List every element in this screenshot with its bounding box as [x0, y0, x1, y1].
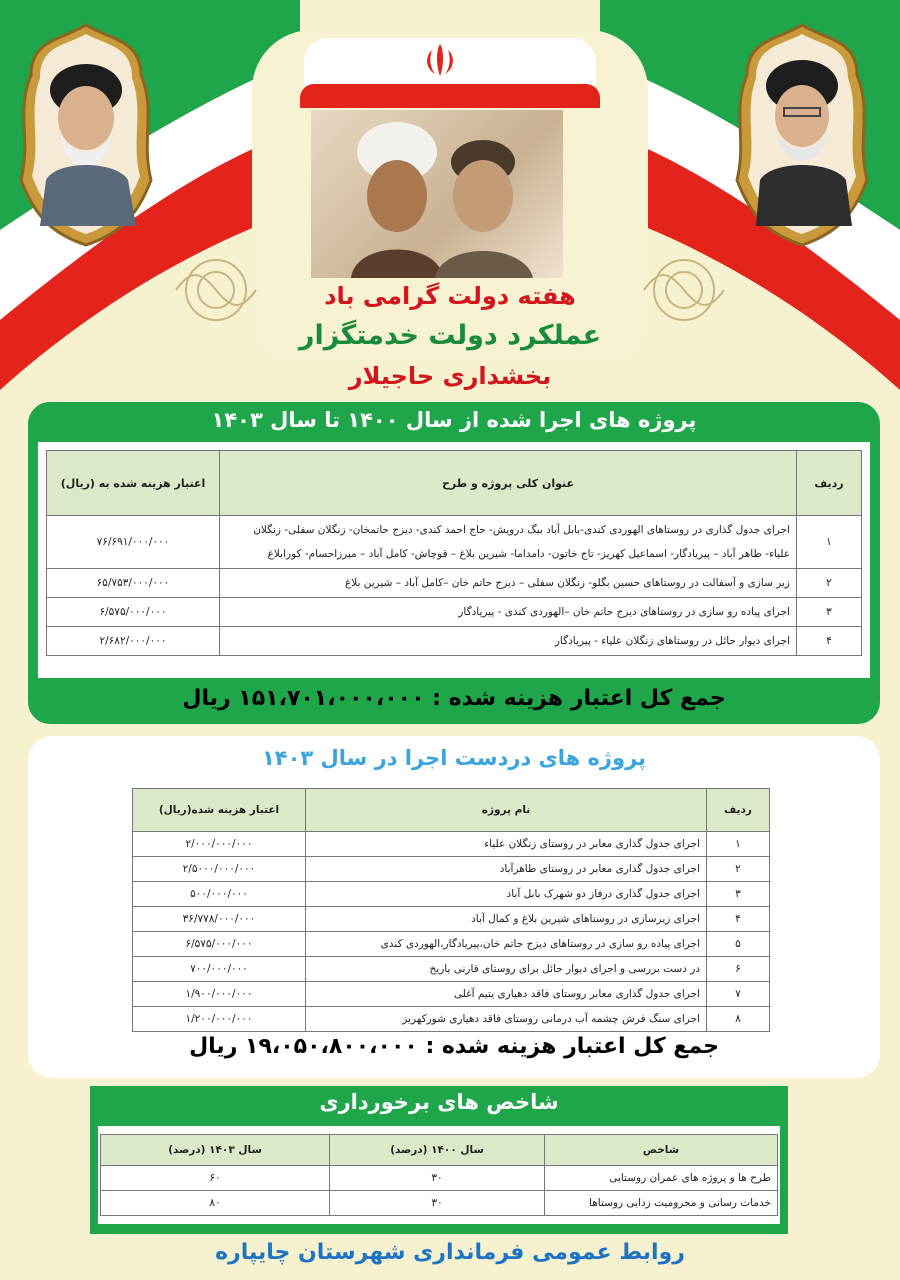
row-number: ۸	[707, 1007, 770, 1032]
row-number: ۶	[707, 957, 770, 982]
row-number: ۵	[707, 932, 770, 957]
row-title: اجرای جدول گذاری در روستاهای الهوردی کندی-بابل آباد بیگ درویش- حاج احمد کندی- دیزج حاتمخان- زنگلان سفلی- زنگلان علیاء- طاهر آباد – پیریادگار- اسماعیل کهریز- تاج خاتون- دامداما- شیرین بلاغ – قوچاش- کامل آباد – میرزاحسام- کورابلاغ	[220, 516, 797, 569]
row-number: ۴	[707, 907, 770, 932]
iran-emblem-icon	[415, 40, 465, 80]
table-row	[133, 957, 770, 982]
table-row	[133, 932, 770, 957]
row-number: ۴	[797, 627, 862, 656]
indicators-panel	[98, 1126, 780, 1224]
table-header-row	[133, 789, 770, 832]
row-amount: ۶/۵۷۵/۰۰۰/۰۰۰	[47, 598, 220, 627]
row-number: ۱	[797, 516, 862, 569]
row-title: اجرای دیوار حائل در روستاهای زنگلان علیاء - پیریادگار	[220, 627, 797, 656]
header-subtitle: بخشداری حاجیلار	[348, 362, 552, 390]
ongoing-projects-table	[132, 788, 770, 1032]
row-title: اجرای جدول گذاری معابر در روستای زنگلان علیاء	[306, 832, 707, 857]
martyrs-photo-image	[311, 110, 563, 278]
row-amount: ۷۶/۶۹۱/۰۰۰/۰۰۰	[47, 516, 220, 569]
header-greeting: هفته دولت گرامی باد	[324, 282, 576, 310]
table-row	[47, 598, 862, 627]
row-amount: ۶/۵۷۵/۰۰۰/۰۰۰	[133, 932, 306, 957]
indicators-table	[100, 1134, 778, 1216]
flag-red-stripe	[300, 84, 600, 108]
row-year-1400: ۳۰	[330, 1191, 545, 1216]
row-title: اجرای سنگ فرش چشمه آب درمانی روستای فاقد دهیاری شورکهریز	[306, 1007, 707, 1032]
row-title: اجرای جدول گذاری درفاز دو شهرک بابل آباد	[306, 882, 707, 907]
column-header-title: عنوان کلی پروژه و طرح	[220, 451, 797, 516]
table-row	[47, 569, 862, 598]
row-title: اجرای زیرسازی در روستاهای شیرین بلاغ و کمال آباد	[306, 907, 707, 932]
row-amount: ۱/۹۰۰/۰۰۰/۰۰۰	[133, 982, 306, 1007]
table-row	[133, 907, 770, 932]
table-row	[133, 982, 770, 1007]
row-amount: ۲/۵۰۰۰/۰۰۰/۰۰۰	[133, 857, 306, 882]
column-header-year-1403: سال ۱۴۰۳ (درصد)	[101, 1135, 330, 1166]
column-header-year-1400: سال ۱۴۰۰ (درصد)	[330, 1135, 545, 1166]
ongoing-projects-section	[28, 736, 880, 1078]
row-year-1403: ۸۰	[101, 1191, 330, 1216]
ongoing-projects-total: جمع کل اعتبار هزینه شده : ۱۹،۰۵۰،۸۰۰،۰۰۰ ریال	[189, 1034, 719, 1059]
row-title: اجرای پیاده رو سازی در روستاهای دیزج حاتم خان –الهوردی کندی - پیریادگار	[220, 598, 797, 627]
row-amount: ۱/۲۰۰/۰۰۰/۰۰۰	[133, 1007, 306, 1032]
row-title: در دست بررسی و اجرای دیوار حائل برای روستای قارنی یاریخ	[306, 957, 707, 982]
table-header-row	[47, 451, 862, 516]
table-row	[133, 882, 770, 907]
row-title: اجرای پیاده رو سازی در روستاهای دیزج حاتم خان،پیریادگار،الهوردی کندی	[306, 932, 707, 957]
table-row	[47, 627, 862, 656]
indicators-title: شاخص های برخورداری	[319, 1090, 559, 1114]
column-header-amount: اعتبار هزینه شده(ریال)	[133, 789, 306, 832]
row-number: ۲	[707, 857, 770, 882]
portrait-right-image	[732, 20, 872, 250]
row-amount: ۶۵/۷۵۳/۰۰۰/۰۰۰	[47, 569, 220, 598]
table-row	[133, 857, 770, 882]
ongoing-projects-title: پروژه های دردست اجرا در سال ۱۴۰۳	[261, 746, 647, 770]
table-row	[133, 832, 770, 857]
completed-projects-total: جمع کل اعتبار هزینه شده : ۱۵۱،۷۰۱،۰۰۰،۰۰۰ ریال	[182, 686, 726, 711]
row-number: ۳	[707, 882, 770, 907]
row-title: اجرای جدول گذاری معابر روستای فاقد دهیاری یتیم آغلی	[306, 982, 707, 1007]
row-number: ۲	[797, 569, 862, 598]
indicators-section	[90, 1086, 788, 1234]
arabesque-left-icon	[170, 250, 262, 330]
row-amount: ۷۰۰/۰۰۰/۰۰۰	[133, 957, 306, 982]
completed-projects-section	[28, 402, 880, 724]
completed-projects-table	[46, 450, 862, 656]
column-header-index: شاخص	[545, 1135, 778, 1166]
column-header-title: نام پروژه	[306, 789, 707, 832]
row-number: ۳	[797, 598, 862, 627]
table-row	[133, 1007, 770, 1032]
column-header-row-number: ردیف	[707, 789, 770, 832]
column-header-amount: اعتبار هزینه شده به (ریال)	[47, 451, 220, 516]
row-amount: ۲/۶۸۲/۰۰۰/۰۰۰	[47, 627, 220, 656]
row-index: خدمات رسانی و محرومیت زدایی روستاها	[545, 1191, 778, 1216]
table-row	[101, 1191, 778, 1216]
column-header-row-number: ردیف	[797, 451, 862, 516]
completed-projects-panel	[38, 442, 870, 678]
row-title: اجرای جدول گذاری معابر در روستای طاهرآباد	[306, 857, 707, 882]
completed-projects-title: پروژه های اجرا شده از سال ۱۴۰۰ تا سال ۱۴۰۳	[211, 408, 697, 432]
row-number: ۷	[707, 982, 770, 1007]
row-year-1400: ۳۰	[330, 1166, 545, 1191]
row-year-1403: ۶۰	[101, 1166, 330, 1191]
row-amount: ۳۶/۷۷۸/۰۰۰/۰۰۰	[133, 907, 306, 932]
row-index: طرح ها و پروژه های عمران روستایی	[545, 1166, 778, 1191]
footer-credit: روابط عمومی فرمانداری شهرستان چایپاره	[215, 1240, 685, 1265]
table-row	[101, 1166, 778, 1191]
row-amount: ۲/۰۰۰/۰۰۰/۰۰۰	[133, 832, 306, 857]
table-header-row	[101, 1135, 778, 1166]
portrait-left-image	[16, 20, 156, 250]
header-title: عملکرد دولت خدمتگزار	[298, 320, 602, 351]
row-title: زیر سازی و آسفالت در روستاهای حسین بگلو- زنگلان سفلی – دیزج حاتم خان –کامل آباد – شیرین بلاغ	[220, 569, 797, 598]
arabesque-right-icon	[638, 250, 730, 330]
table-row	[47, 516, 862, 569]
row-number: ۱	[707, 832, 770, 857]
row-amount: ۵۰۰/۰۰۰/۰۰۰	[133, 882, 306, 907]
